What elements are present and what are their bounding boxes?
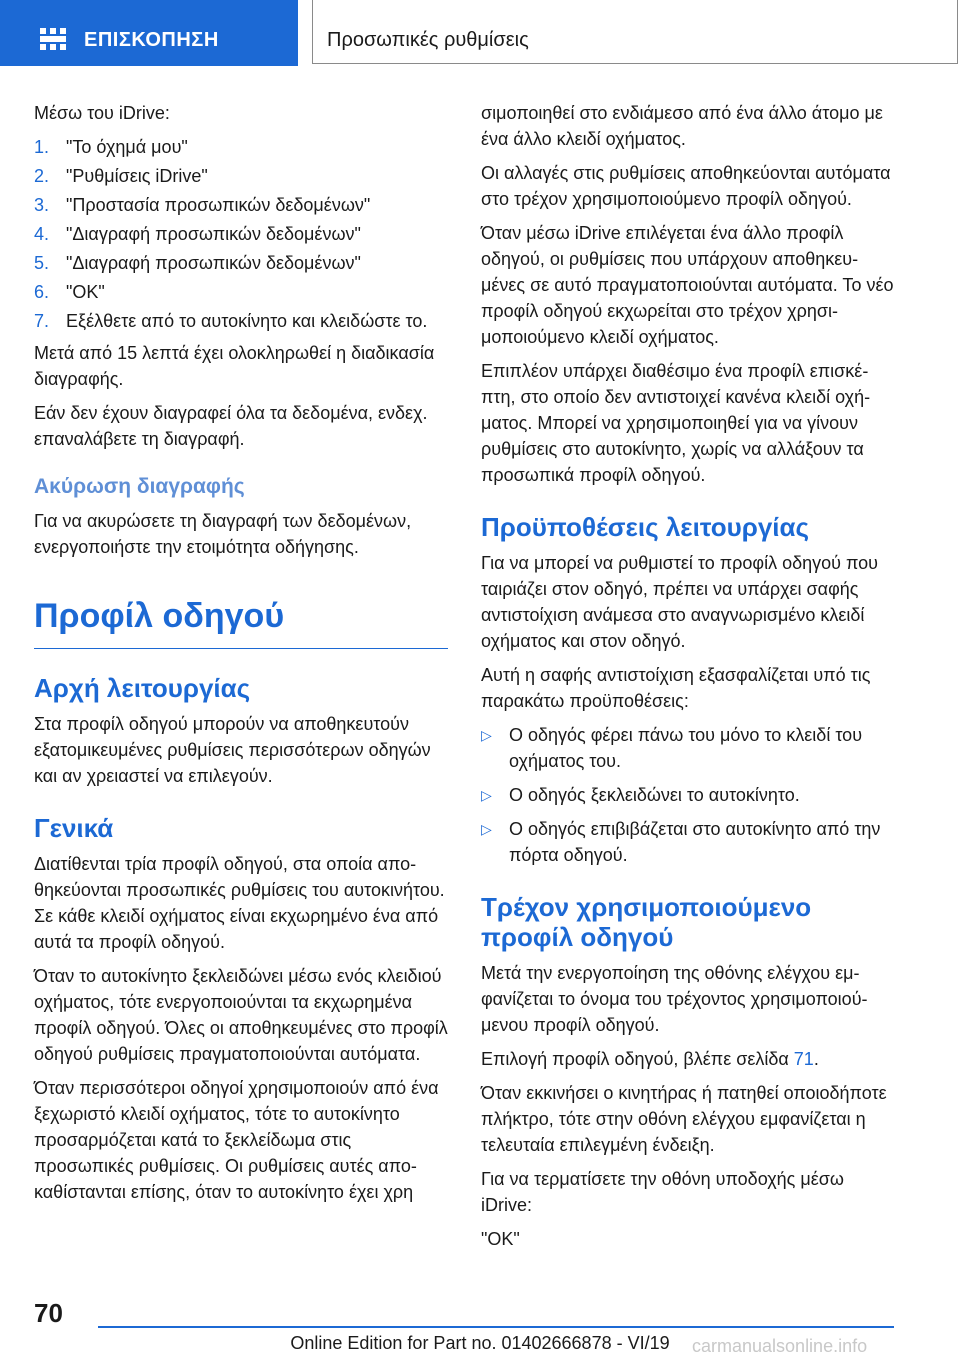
step-text: Εξέλθετε από το αυτοκίνητο και κλειδώστε το. — [66, 311, 428, 331]
footer-divider — [98, 1326, 894, 1328]
paragraph: Επιπλέον υπάρχει διαθέσιμο ένα προφίλ επισκέπτη, στο οποίο δεν αντιστοιχεί κανένα κλειδί οχήματος. Μπορεί να χρησιμοποιηθεί για να γίνουν ρυθμίσεις στο αυτοκίνητο, χωρίς να αλλάξουν τα προσωπικά προφίλ οδηγού. — [481, 361, 871, 485]
left-column — [34, 100, 448, 1213]
reference-text: Επιλογή προφίλ οδηγού, βλέπε σελίδα — [481, 1049, 794, 1069]
paragraph: Διατίθενται τρία προφίλ οδηγού, στα οποία αποθηκεύονται προσωπικές ρυθμίσεις του αυτοκινήτου. Σε κάθε κλειδί οχήματος είναι εκχωρημένο ένα από αυτά τα προφίλ οδηγού. — [34, 854, 445, 952]
paragraph: Όταν εκκινήσει ο κινητήρας ή πατηθεί οποιοδήποτε πλήκτρο, τότε στην οθόνη ελέγχου εμφανίζεται η τελευταία επιλεγμένη ένδειξη. — [481, 1083, 887, 1155]
step-text: "Ρυθμίσεις iDrive" — [66, 166, 208, 186]
paragraph: "OK" — [481, 1229, 520, 1249]
paragraph — [481, 1046, 895, 1072]
current-profile-heading: Τρέχον χρησιμοποιούμενο προφίλ οδηγού — [481, 892, 812, 952]
steps-list — [34, 134, 448, 334]
steps-intro: Μέσω του iDrive: — [34, 103, 170, 123]
step-number: 6. — [34, 282, 50, 302]
grid-icon — [40, 28, 66, 50]
step-text: "Το όχημά μου" — [66, 137, 188, 157]
step-number: 5. — [34, 253, 50, 273]
step-number: 2. — [34, 166, 50, 186]
step-item — [34, 192, 448, 218]
paragraph: Όταν μέσω iDrive επιλέγεται ένα άλλο προφίλ οδηγού, οι ρυθμίσεις που υπάρχουν αποθηκευμένες σε αυτό πραγματοποιούνται αυτόματα. Το νέο προφίλ οδηγού εκχωρείται στο τρέχον χρησιμοποιούμενο κλειδί οχήματος. — [481, 223, 894, 347]
list-item-text: Ο οδηγός ξεκλειδώνει το αυτοκίνητο. — [509, 785, 800, 805]
prerequisites-heading: Προϋποθέσεις λειτουργίας — [481, 512, 810, 542]
watermark: carmanualsonline.info — [692, 1336, 868, 1356]
overview-label: ΕΠΙΣΚΟΠΗΣΗ — [84, 29, 219, 51]
list-item — [481, 722, 895, 774]
principle-heading: Αρχή λειτουργίας — [34, 673, 251, 703]
general-heading: Γενικά — [34, 813, 114, 843]
step-number: 4. — [34, 224, 50, 244]
step-number: 7. — [34, 311, 50, 331]
page-header — [0, 0, 960, 66]
paragraph: Όταν το αυτοκίνητο ξεκλειδώνει μέσω ενός κλειδιού οχήματος, τότε ενεργοποιούνται τα εκχωρημένα προφίλ οδηγού. Όλες οι αποθηκευμένες στο προφίλ οδηγού ρυθμίσεις πραγματοποιούνται αυτόματα. — [34, 966, 448, 1064]
triangle-bullet-icon: ▷ — [481, 787, 492, 803]
step-item — [34, 308, 448, 334]
prerequisites-list — [481, 722, 895, 868]
paragraph: Αυτή η σαφής αντιστοίχιση εξασφαλίζεται υπό τις παρακάτω προϋποθέσεις: — [481, 665, 871, 711]
step-text: "OK" — [66, 282, 105, 302]
paragraph: σιμοποιηθεί στο ενδιάμεσο από ένα άλλο άτομο με ένα άλλο κλειδί οχήματος. — [481, 103, 883, 149]
step-text: "Διαγραφή προσωπικών δεδομένων" — [66, 224, 361, 244]
chapter-title: Προφίλ οδηγού — [34, 594, 448, 649]
current-section-label: Προσωπικές ρυθμίσεις — [327, 29, 529, 51]
reference-end: . — [813, 1049, 819, 1069]
step-item — [34, 279, 448, 305]
step-number: 1. — [34, 137, 50, 157]
paragraph: Για να μπορεί να ρυθμιστεί το προφίλ οδηγού που ταιριάζει στον οδηγό, πρέπει να υπάρχει σαφής αντιστοίχιση ανάμεσα στο αναγνωρισμένο κλειδί οχήματος και στον οδηγό. — [481, 553, 879, 651]
list-item-text: Ο οδηγός επιβιβάζεται στο αυτοκίνητο από την πόρτα οδηγού. — [509, 819, 881, 865]
paragraph: Μετά την ενεργοποίηση της οθόνης ελέγχου εμφανίζεται το όνομα του τρέχοντος χρησιμοποιούμενου προφίλ οδηγού. — [481, 963, 868, 1035]
step-item — [34, 250, 448, 276]
paragraph: Μετά από 15 λεπτά έχει ολοκληρωθεί η διαδικασία διαγραφής. — [34, 343, 435, 389]
paragraph: Στα προφίλ οδηγού μπορούν να αποθηκευτούν εξατομικευμένες ρυθμίσεις περισσότερων οδηγών και αν χρειαστεί να επιλεγούν. — [34, 714, 431, 786]
step-item — [34, 134, 448, 160]
page-reference-link[interactable]: 71 — [793, 1049, 814, 1069]
right-column — [481, 100, 895, 1260]
paragraph: Για να ακυρώσετε τη διαγραφή των δεδομένων, ενεργοποιήστε την ετοιμότητα οδήγησης. — [34, 511, 412, 557]
list-item — [481, 816, 895, 868]
current-section-tab[interactable] — [312, 0, 958, 64]
footer-edition: Online Edition for Part no. 01402666878 - VI/19 — [290, 1333, 670, 1353]
overview-tab[interactable] — [0, 0, 298, 66]
list-item-text: Ο οδηγός φέρει πάνω του μόνο το κλειδί του οχήματος του. — [509, 725, 863, 771]
paragraph: Εάν δεν έχουν διαγραφεί όλα τα δεδομένα, ενδεχ. επαναλάβετε τη διαγραφή. — [34, 403, 428, 449]
paragraph: Για να τερματίσετε την οθόνη υποδοχής μέσω iDrive: — [481, 1169, 844, 1215]
step-item — [34, 221, 448, 247]
step-item — [34, 163, 448, 189]
page-number: 70 — [34, 1298, 63, 1328]
step-text: "Διαγραφή προσωπικών δεδομένων" — [66, 253, 361, 273]
triangle-bullet-icon: ▷ — [481, 821, 492, 837]
list-item — [481, 782, 895, 808]
paragraph: Οι αλλαγές στις ρυθμίσεις αποθηκεύονται αυτόματα στο τρέχον χρησιμοποιούμενο προφίλ οδηγού. — [481, 163, 891, 209]
triangle-bullet-icon: ▷ — [481, 727, 492, 743]
step-number: 3. — [34, 195, 50, 215]
step-text: "Προστασία προσωπικών δεδομένων" — [66, 195, 371, 215]
paragraph: Όταν περισσότεροι οδηγοί χρησιμοποιούν από ένα ξεχωριστό κλειδί οχήματος, τότε το αυτοκίνητο προσαρμόζεται κατά το ξεκλείδωμα στις προσωπικές ρυθμίσεις. Οι ρυθμίσεις αυτές αποκαθίστανται επίσης, όταν το αυτοκίνητο έχει χρη — [34, 1078, 439, 1202]
cancel-deletion-heading: Ακύρωση διαγραφής — [34, 475, 245, 498]
